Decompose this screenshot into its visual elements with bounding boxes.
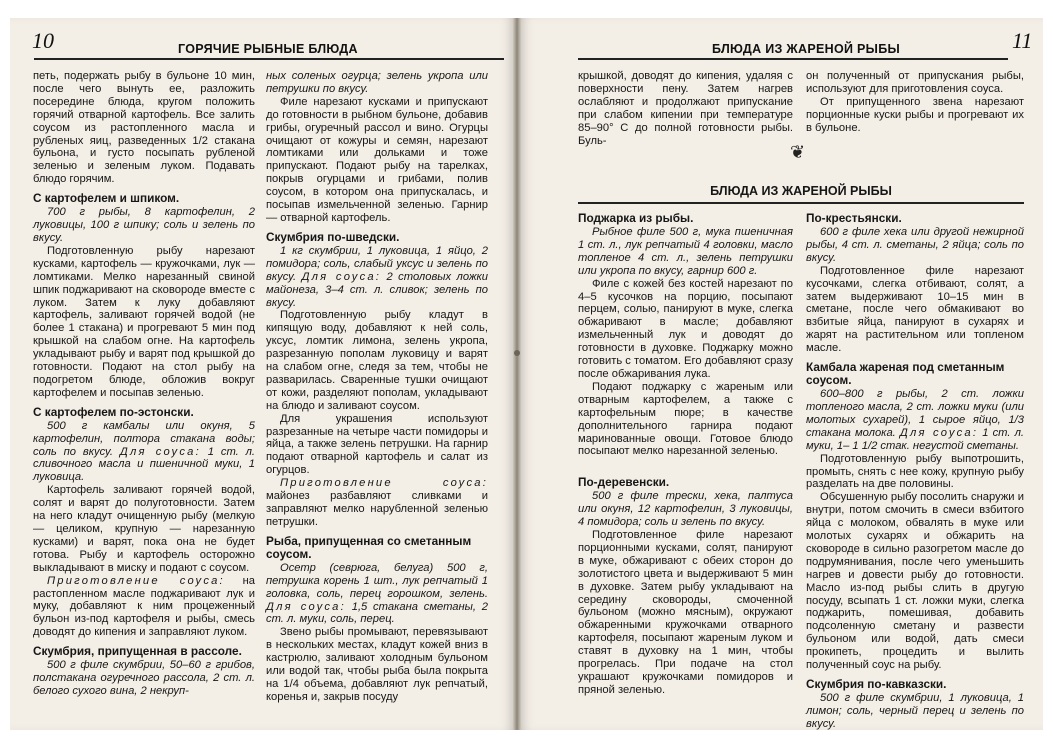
recipe-title: Рыба, припущенная со сметанным соусом. [266,533,472,561]
recipe-ingredients: 500 г филе скумбрии, 50–60 г грибов, полстакана огуречного рассола, 2 ст. л. белого сухого вина, 2 некруп- [33,659,255,697]
recipe-method: Подготовленное филе нарезают кусочками, слегка отбивают, солят, а затем выдерживают 10–15 мин в сметане, после чего обмакивают во взбитые яйца, панируют в сухарях и жарят на растительном или топленом масле. [806,264,1024,355]
right-column-1 [578,212,793,712]
recipe-title: С картофелем по-эстонски. [33,404,194,419]
recipe-method: Для украшения используют разрезанные на четыре части помидоры и яйца, а также зелень петрушки. На гарнир подают отварной картофель и салат из огурцов. [266,412,488,477]
binding-staple [514,350,520,356]
recipe-ingredients: Рыбное филе 500 г, мука пшеничная 1 ст. л., лук репчатый 4 головки, масло топленое 4 ст. л., зелень петрушки или укропа по вкусу, гарнир 600 г. [578,226,793,277]
recipe-ingredients [33,420,255,485]
sauce-prep-text: майонез разбавляют сливками и заправляют мелко нарубленной зеленью петрушки. [266,490,488,528]
recipe-title: Скумбрия по-кавказски. [806,677,947,691]
left-page-number: 10 [32,28,54,53]
ingredients-sauce: 1 ст. л. сливочного масла и пшеничной муки, 1 луковица. [33,445,256,484]
sauce-prep-text: на растопленном масле поджаривают лук и муку, добавляют к ним процеженный бульон из-под картофеля и рыбы, смесь доводят до кипения и заправляют луком. [33,574,256,639]
ingredients-main: 1 кг скумбрии, 1 луковица, 1 яйцо, 2 помидора; соль, слабый уксус и зелень по вкусу. [266,244,488,283]
sauce-method [33,575,255,640]
right-column-2 [806,211,1024,730]
right-running-head: БЛЮДА ИЗ ЖАРЕНОЙ РЫБЫ [712,42,901,56]
recipe-method: Подают поджарку с жареным или отварным картофелем, а также с картофельным пюре; в качестве дополнительного гарнира подают маринованные овощи. Готовое блюдо посыпают мелко нарезанной зеленью. [578,380,793,458]
left-column-2 [266,70,488,720]
recipe-ingredients: ных соленых огурца; зелень укропа или петрушки по вкусу. [266,70,488,95]
recipe-method: Обсушенную рыбу посолить снаружи и внутри, потом смочить в смеси взбитого яйца с молоком, обвалять в муке или молотых сухарях и обжарить на сковороде в сильно разогретом масле до подрумянивания, после чего уменьшить нагрев и довести рыбу до готовности. Масло из-под рыбы слить в другую посуду, всыпать 1 ст. ложки муки, слегка поджарить, помешивая, добавить подсоленную сметану и развести бульоном или водой, дать смеси прокипеть, процедить и вылить полученный соус на рыбу. [806,491,1024,672]
ingredients-main: 500 г камбалы или окуня, 5 картофелин, полтора стакана воды; соль по вкусу. [33,419,255,458]
left-running-head: ГОРЯЧИЕ РЫБНЫЕ БЛЮДА [178,42,358,56]
right-top-column-1 [578,70,793,150]
recipe-method: Филе с кожей без костей нарезают по 4–5 кусочков на порцию, посыпают перцем, солью, панируют в муке, слегка обжаривают в масле; добавляют измельченный лук и доводят до готовности в духовке. Поджарку можно готовить с томатом. Его добавляют сразу после обжаривания лука. [578,277,793,380]
recipe-continuation-text: От припущенного звена нарезают порционные куски рыбы и прогревают их в бульоне. [806,95,1024,134]
recipe-method: Картофель заливают горячей водой, солят и варят до полуготовности. Затем на него кладут очищенную рыбу (мелкую — целиком, крупную — нарезанную кусками) и варят, пока она не будет готова. Рыбу и картофель осторожно выкладывают в миску и подают с соусом. [33,484,255,574]
recipe-ingredients: 500 г филе скумбрии, 1 луковица, 1 лимон; соль, черный перец и зелень по вкусу. [806,692,1024,730]
recipe-title: По-деревенски. [578,475,670,490]
sauce-prep-label: Приготовление соуса: [280,477,488,490]
ingredients-sauce: 1,5 стакана сметаны, 2 ст. л. муки, соль, перец. [266,600,489,626]
sauce-label: Для соуса: [899,426,979,439]
recipe-continuation-text: петь, подержать рыбу в бульоне 10 мин, после чего вынуть ее, разложить посередине блюда, кругом положить горячий отварной картофель. Все залить соусом из растопленного масла и рубленых яиц, разведенных 1/2 стакана бульона, и густо посыпать рубленой зеленью и зеленым луком. Подавать блюдо горячим. [33,70,255,186]
recipe-method: Филе нарезают кусками и припускают до готовности в рыбном бульоне, добавив грибы, огуречный рассол и вино. Огурцы очищают от кожуры и семян, нарезают ломтиками или дольками и тоже припускают. Подают рыбу на тарелках, покрыв огурцами и грибами, полив соусом, в котором она припускалась, и посыпав измельченной зеленью. Гарнир — отварной картофель. [266,95,488,224]
section-title: БЛЮДА ИЗ ЖАРЕНОЙ РЫБЫ [710,184,892,198]
recipe-title: Поджарка из рыбы. [578,211,694,225]
fleuron-ornament-icon: ❦ [790,142,806,163]
recipe-ingredients: 500 г филе трески, хека, палтуса или окуня, 12 картофелин, 3 луковицы, 4 помидора; соль и зелень по вкусу. [578,490,793,529]
right-header-rule [578,58,1008,60]
book-spine [513,18,521,730]
recipe-method: Звено рыбы промывают, перевязывают в нескольких местах, кладут кожей вниз в кастрюлю, заливают холодным бульоном или водой так, чтобы рыба была покрыта на 1/4 объема, добавляют лук репчатый, коренья и, закрыв посуду [266,626,488,703]
recipe-ingredients [266,245,488,310]
section-heading-rule [578,202,1024,204]
recipe-ingredients: 700 г рыбы, 8 картофелин, 2 луковицы, 100 г шпику; соль и зелень по вкусу. [33,206,255,244]
recipe-title: С картофелем и шпиком. [33,191,180,206]
left-column-1 [33,70,255,720]
left-header-rule [34,58,504,60]
recipe-continuation-text: он полученный от припускания рыбы, используют для приготовления соуса. [806,70,1024,95]
sauce-prep-label: Приготовление соуса: [47,574,225,587]
sauce-label: Для соуса: [119,445,201,458]
recipe-ingredients: 600 г филе хека или другой нежирной рыбы, 4 ст. л. сметаны, 2 яйца; соль по вкусу. [806,226,1024,264]
recipe-method: Подготовленную рыбу выпотрошить, промыть, снять с нее кожу, крупную рыбу разделать на две половины. [806,452,1024,491]
sauce-label: Для соуса: [266,600,346,613]
section-heading-block [578,184,1024,204]
ingredients-main: 600–800 г рыбы, 2 ст. ложки топленого масла, 2 ст. ложки муки (или молотых сухарей), 1 сырое яйцо, 1/3 стакана молока. [806,388,1024,439]
recipe-title: Камбала жареная под сметанным соусом. [806,360,1005,388]
right-top-column-2 [806,70,1024,150]
ingredients-sauce: 2 столовых ложки майонеза, 3–4 ст. л. сливок; зелень по вкусу. [266,270,489,309]
sauce-label: Для соуса: [301,270,382,283]
recipe-method: Подготовленную рыбу нарезают кусками, картофель — кружочками, лук — ломтиками. Мелко нарезанный свиной шпик поджаривают на сковороде вместе с луком. Затем к луку добавляют картофель, заливают горячей водой (не более 1 стакана) и прогревают 5 мин под крышкой на слабом огне. На картофель укладывают рыбу и варят под крышкой до готовности. Подают на стол рыбу на подогретом блюде, обложив вокруг картофелем и посыпав зеленью. [33,244,255,399]
ingredients-main: Осетр (севрюга, белуга) 500 г, петрушка корень 1 шт., лук репчатый 1 головка, соль, перец горошком, зелень. [266,561,488,600]
sauce-method [266,477,488,529]
recipe-method: Подготовленную рыбу кладут в кипящую воду, добавляют к ней соль, уксус, ломтик лимона, зелень укропа, разрезанную пополам луковицу и варят на слабом огне, следя за тем, чтобы не разварилась. Сваренные тушки очищают от кожи, разделяют пополам, укладывают на блюдо и заливают соусом. [266,309,488,412]
recipe-method: Подготовленное филе нарезают порционными кусками, солят, панируют в муке, обжаривают с обеих сторон до золотистого цвета и выдерживают 5 мин в духовке. Затем рыбу укладывают на середину сковороды, смоченной бульоном (можно мясным), окружают обжаренными кружочками отварного картофеля, посыпают жареным луком и ставят в духовку на 1 мин, чтобы прогрелась. При подаче на стол украшают кружочками помидоров и пряной зеленью. [578,529,793,696]
ingredients-sauce: 1 ст. л. муки, 1– 1 1/2 стак. негустой сметаны. [806,426,1024,452]
right-page-number: 11 [1012,28,1033,53]
recipe-continuation-text: крышкой, доводят до кипения, удаляя с поверхности пену. Затем нагрев ослабляют и продолжают припускание при слабом кипении при температуре 85–90° С до полной готовности рыбы. Буль- [578,70,793,147]
recipe-ingredients [806,388,1024,453]
recipe-title: По-крестьянски. [806,211,902,225]
recipe-title: Скумбрия, припущенная в рассоле. [33,644,242,659]
recipe-ingredients [266,562,488,627]
recipe-title: Скумбрия по-шведски. [266,229,400,244]
